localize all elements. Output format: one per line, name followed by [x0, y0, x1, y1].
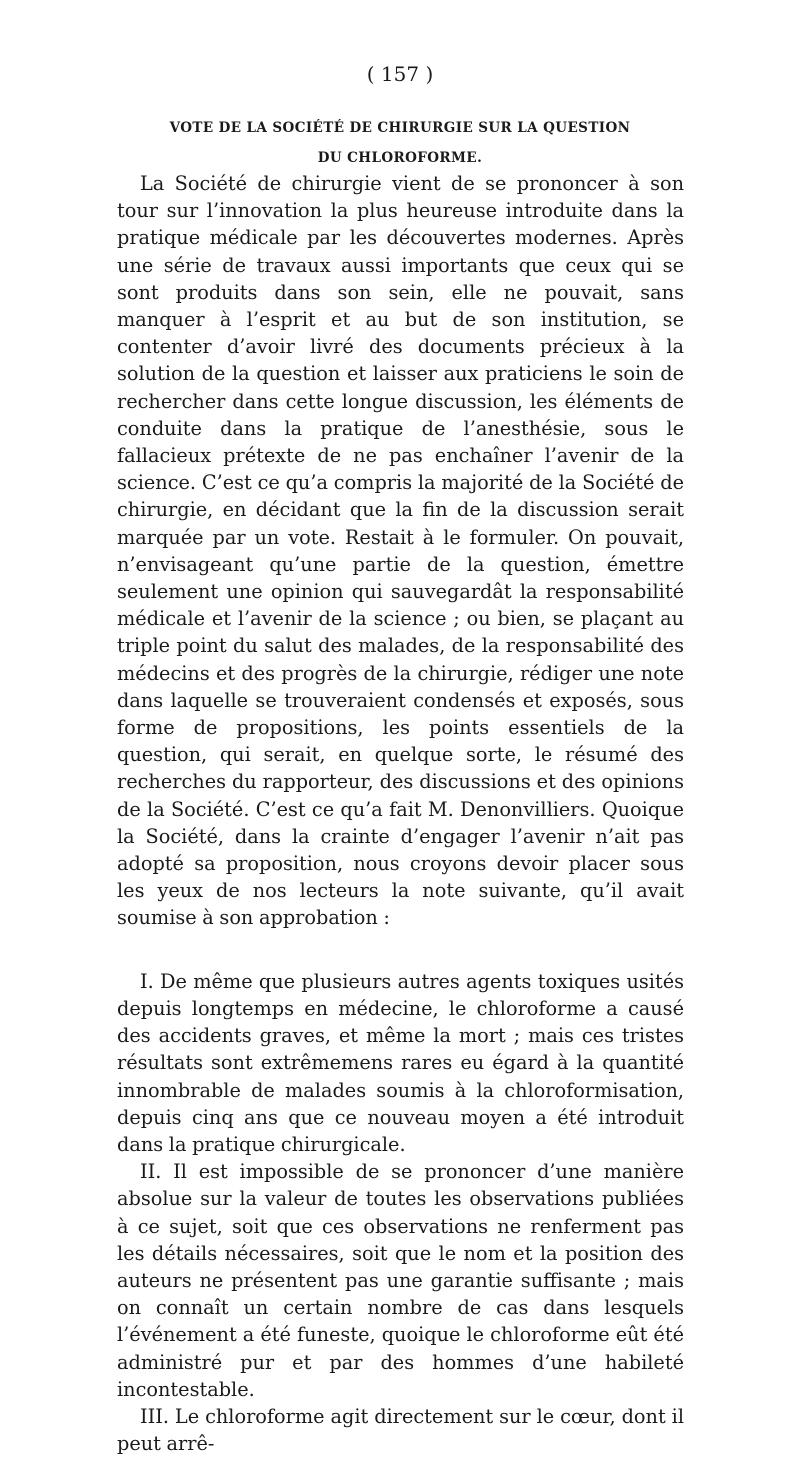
article-title-line-1: VOTE DE LA SOCIÉTÉ DE CHIRURGIE SUR LA QUESTION — [169, 120, 631, 136]
propositions-list — [117, 968, 684, 1457]
article-title-line-2: DU CHLOROFORME. — [317, 150, 483, 166]
article-body — [117, 170, 684, 1457]
proposition-3: III. Le chloroforme agit directement sur le cœur, dont il peut arrê- — [117, 1404, 684, 1456]
intro-paragraph: La Société de chirurgie vient de se prononcer à son tour sur l’innovation la plus heureuse introduite dans la pratique médicale par les découvertes modernes. Après une série de travaux aussi importants que ceux qui se sont produits dans son sein, elle ne pouvait, sans manquer à l’esprit et au but de son institution, se contenter d’avoir livré des documents précieux à la solution de la question et laisser aux praticiens le soin de rechercher dans cette longue discussion, les éléments de conduite dans la pratique de l’anesthésie, sous le fallacieux prétexte de ne pas enchaîner l’avenir de la science. C’est ce qu’a compris la majorité de la Société de chirurgie, en décidant que la fin de la discussion serait marquée par un vote. Restait à le formuler. On pouvait, n’envisageant qu’une partie de la question, émettre seulement une opinion qui sauvegardât la responsabilité médicale et l’avenir de la science ; ou bien, se plaçant au triple point du salut des malades, de la responsabilité des médecins et des progrès de la chirurgie, rédiger une note dans laquelle se trouveraient condensés et exposés, sous forme de propositions, les points essentiels de la question, qui serait, en quelque sorte, le résumé des recherches du rapporteur, des discussions et des opinions de la Société. C’est ce qu’a fait M. Denonvilliers. Quoique la Société, dans la crainte d’engager l’avenir n’ait pas adopté sa proposition, nous croyons devoir placer sous les yeux de nos lecteurs la note suivante, qu’il avait soumise à son approbation : — [117, 172, 684, 930]
page-number: ( 157 ) — [366, 62, 434, 86]
proposition-2: II. Il est impossible de se prononcer d’une manière absolue sur la valeur de toutes les observations publiées à ce sujet, soit que ces observations ne renferment pas les détails nécessaires, soit que le nom et la position des auteurs ne présentent pas une garantie suffisante ; mais on connaît un certain nombre de cas dans lesquels l’événement a été funeste, quoique le chloroforme eût été administré pur et par des hommes d’une habileté incontestable. — [117, 1160, 684, 1401]
proposition-1: I. De même que plusieurs autres agents toxiques usités depuis longtemps en médecine, le chloroforme a causé des accidents graves, et même la mort ; mais ces tristes résultats sont extrêmemens rares eu égard à la quantité innombrable de malades soumis à la chloroformisation, depuis cinq ans que ce nouveau moyen a été introduit dans la pratique chirurgicale. — [117, 969, 684, 1156]
